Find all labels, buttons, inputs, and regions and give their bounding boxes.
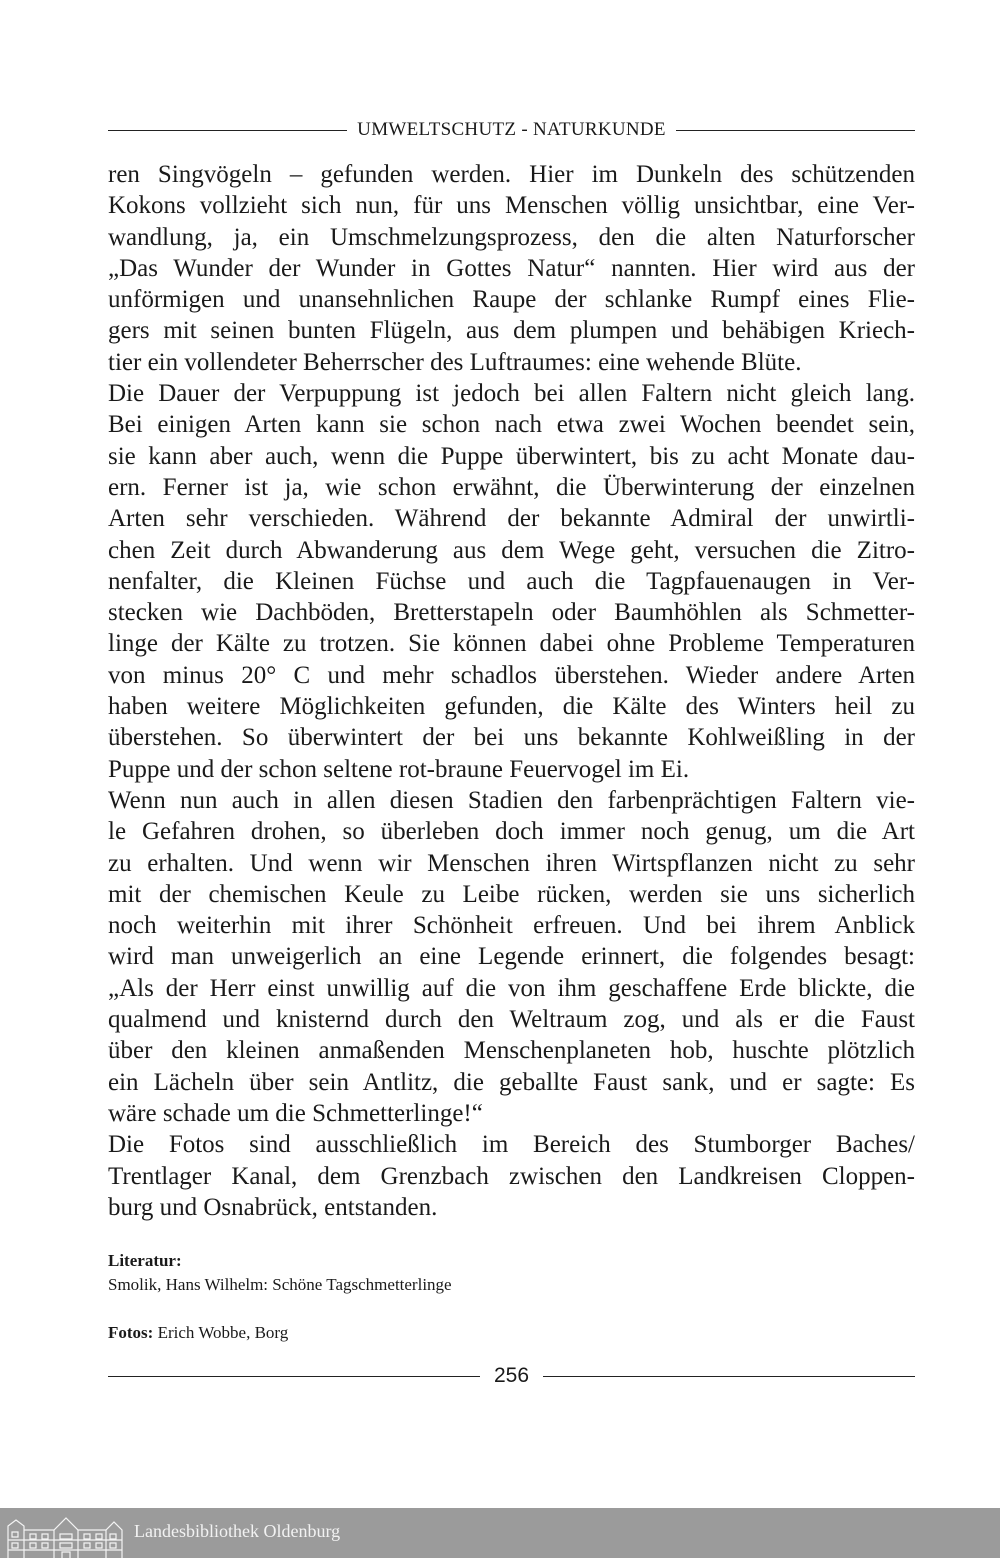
text-line: haben weitere Möglichkeiten gefunden, die Kälte des Winters heil zu: [108, 693, 915, 721]
text-line: burg und Osnabrück, entstanden.: [108, 1193, 438, 1221]
text-line: sie kann aber auch, wenn die Puppe überwintert, bis zu acht Monate dau-: [108, 442, 915, 470]
text-line: „Das Wunder der Wunder in Gottes Natur“ nannten. Hier wird aus der: [108, 254, 915, 282]
text-line: über den kleinen anmaßenden Menschenplaneten hob, huschte plötzlich: [108, 1037, 915, 1065]
text-line: tier ein vollendeter Beherrscher des Luftraumes: eine wehende Blüte.: [108, 348, 802, 376]
text-line: ern. Ferner ist ja, wie schon erwähnt, die Überwinterung der einzelnen: [108, 473, 915, 501]
text-line: wandlung, ja, ein Umschmelzungsprozess, den die alten Naturforscher: [108, 223, 915, 251]
photo-credit-label: Fotos:: [108, 1323, 154, 1342]
literature-entry: Smolik, Hans Wilhelm: Schöne Tagschmetterlinge: [108, 1275, 452, 1294]
photo-credit: [108, 1323, 288, 1343]
literature-label: Literatur:: [108, 1251, 182, 1270]
footer-rule-right: [543, 1376, 915, 1377]
text-line: wird man unweigerlich an eine Legende erinnert, die folgendes besagt:: [108, 943, 915, 971]
footer-rule-left: [108, 1376, 480, 1377]
text-line: Trentlager Kanal, dem Grenzbach zwischen den Landkreisen Cloppen-: [108, 1162, 915, 1190]
text-line: mit der chemischen Keule zu Leibe rücken, werden sie uns sicherlich: [108, 880, 915, 908]
text-line: Die Dauer der Verpuppung ist jedoch bei allen Faltern nicht gleich lang.: [108, 380, 915, 408]
text-line: stecken wie Dachböden, Bretterstapeln oder Baumhöhlen als Schmetter-: [108, 599, 915, 627]
text-line: überstehen. So überwintert der bei uns bekannte Kohlweißling in der: [108, 724, 915, 752]
header-rule-right: [676, 130, 915, 131]
text-line: wäre schade um die Schmetterlinge!“: [108, 1099, 483, 1127]
text-line: unförmigen und unansehnlichen Raupe der schlanke Rumpf eines Flie-: [108, 286, 915, 314]
photo-credit-value: Erich Wobbe, Borg: [157, 1323, 289, 1342]
text-line: ein Lächeln über sein Antlitz, die geballte Faust sank, und er sagte: Es: [108, 1068, 915, 1096]
text-line: Die Fotos sind ausschließlich im Bereich des Stumborger Baches/: [108, 1131, 915, 1159]
text-line: „Als der Herr einst unwillig auf die von ihm geschaffene Erde blickte, die: [108, 974, 915, 1002]
text-line: le Gefahren drohen, so überleben doch immer noch genug, um die Art: [108, 818, 915, 846]
text-line: Puppe und der schon seltene rot-braune Feuervogel im Ei.: [108, 755, 690, 783]
text-line: gers mit seinen bunten Flügeln, aus dem plumpen und behäbigen Kriech-: [108, 317, 915, 345]
text-line: chen Zeit durch Abwanderung aus dem Wege geht, versuchen die Zitro-: [108, 536, 915, 564]
text-line: ren Singvögeln – gefunden werden. Hier im Dunkeln des schützenden: [108, 161, 915, 188]
page-number-row: [108, 1363, 915, 1389]
running-header: [108, 117, 915, 143]
page-number: 256: [493, 1364, 530, 1387]
library-building-logo: [6, 1512, 124, 1558]
text-line: linge der Kälte zu trotzen. Sie können dabei ohne Probleme Temperaturen: [108, 630, 915, 658]
header-rule-left: [108, 130, 347, 131]
text-line: zu erhalten. Und wenn wir Menschen ihren Wirtspflanzen nicht zu sehr: [108, 849, 915, 877]
text-line: Wenn nun auch in allen diesen Stadien den farbenprächtigen Faltern vie-: [108, 786, 915, 814]
library-name: Landesbibliothek Oldenburg: [134, 1521, 341, 1541]
text-line: Arten sehr verschieden. Während der bekannte Admiral der unwirtli-: [108, 505, 915, 533]
text-line: qualmend und knisternd durch den Weltraum zog, und als er die Faust: [108, 1006, 915, 1034]
running-header-title: UMWELTSCHUTZ - NATURKUNDE: [357, 119, 666, 140]
library-footer-bar: [0, 1508, 1000, 1558]
text-line: nenfalter, die Kleinen Füchse und auch die Tagpfauenaugen in Ver-: [108, 567, 915, 595]
text-line: von minus 20° C und mehr schadlos überstehen. Wieder andere Arten: [108, 661, 915, 689]
body-text: [108, 159, 915, 1223]
text-line: noch weiterhin mit ihrer Schönheit erfreuen. Und bei ihrem Anblick: [108, 912, 915, 940]
text-line: Bei einigen Arten kann sie schon nach etwa zwei Wochen beendet sein,: [108, 411, 915, 439]
text-line: Kokons vollzieht sich nun, für uns Menschen völlig unsichtbar, eine Ver-: [108, 192, 915, 220]
